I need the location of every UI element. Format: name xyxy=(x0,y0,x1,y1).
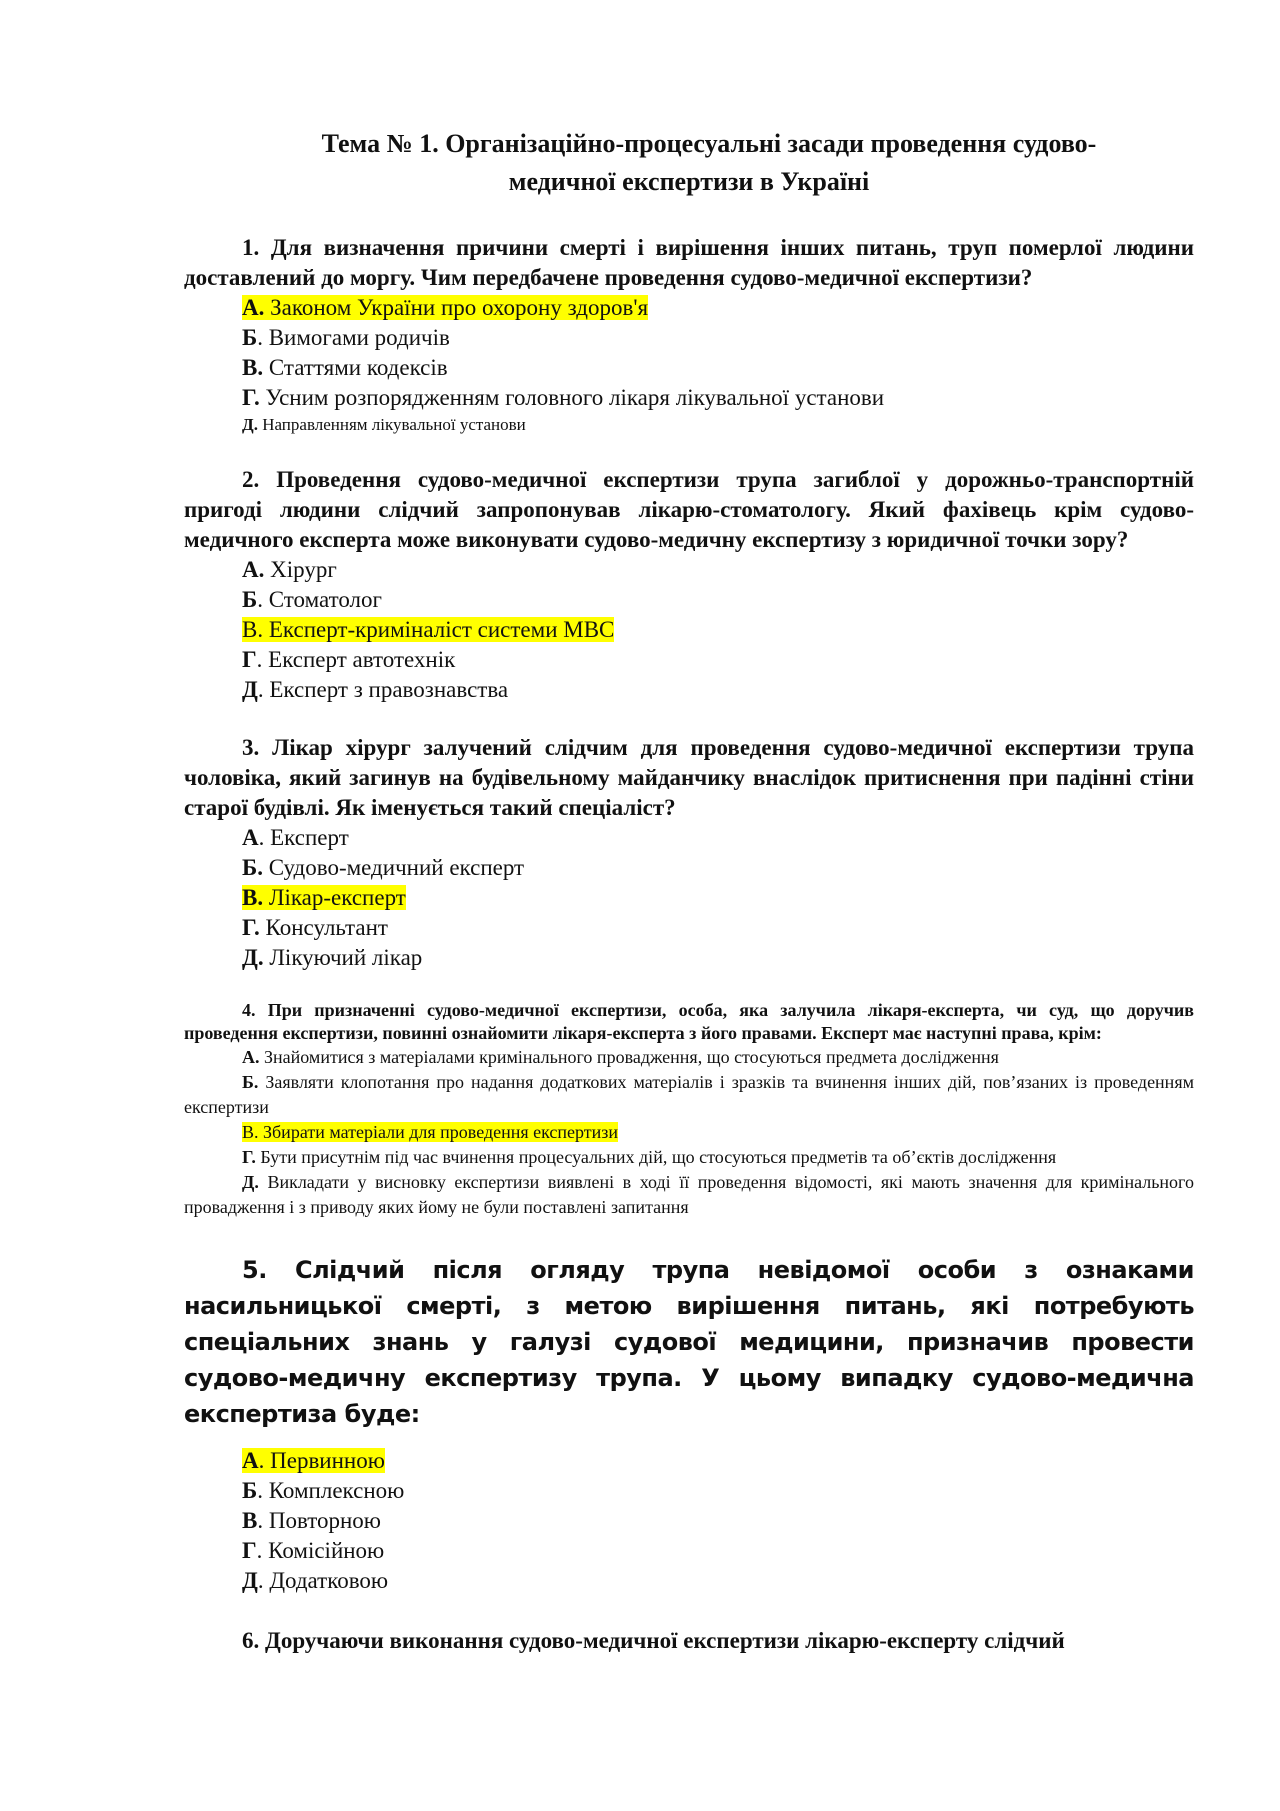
question-text: 5. Слідчий після огляду трупа невідомої особи з ознаками насильницької смерті, з метою вирішення питань, які потребують спеціальних знань у галузі судової медицини, призначив провести судово-медичну експертизу трупа. У цьому випадку судово-медична експертиза буде: xyxy=(184,1256,1194,1428)
question-text: 6. Доручаючи виконання судово-медичної експертизи лікарю-експерту слідчий xyxy=(242,1628,1065,1653)
option-e: Д. Експерт з правознавства xyxy=(242,677,509,702)
question-text: 1. Для визначення причини смерті і вирішення інших питань, труп померлої людини доставлений до моргу. Чим передбачене проведення судово-медичної експертизи? xyxy=(184,235,1194,290)
option-d: Г. Бути присутнім під час вчинення процесуальних дій, що стосуються предметів та об’єктів дослідження xyxy=(242,1147,1057,1167)
page-title xyxy=(184,125,1194,201)
question-4 xyxy=(184,999,1194,1220)
option-b: Б. Заявляти клопотання про надання додаткових матеріалів і зразків та вчинення інших дій, пов’язаних із проведенням експертизи xyxy=(184,1072,1194,1117)
title-line-1: Тема № 1. Організаційно-процесуальні засади проведення судово- xyxy=(321,129,1097,158)
option-c: В. Повторною xyxy=(242,1508,381,1533)
question-5 xyxy=(184,1252,1194,1596)
option-b: Б. Комплексною xyxy=(242,1478,405,1503)
option-a: А. Знайомитися з матеріалами кримінального провадження, що стосуються предмета дослідження xyxy=(242,1047,999,1067)
option-a: А. Експерт xyxy=(242,825,349,850)
answer-highlight: В. Лікар-експерт xyxy=(242,885,406,910)
question-text: 4. При призначенні судово-медичної експертизи, особа, яка залучила лікаря-експерта, чи суд, що доручив проведення експертизи, повинні ознайомити лікаря-експерта з його правами. Експерт має наступні права, крім: xyxy=(184,1000,1194,1043)
option-a: А. Хірург xyxy=(242,557,337,582)
option-b: Б. Стоматолог xyxy=(242,587,382,612)
answer-highlight: А. Законом України про охорону здоров'я xyxy=(242,295,649,320)
option-d: Г. Комісійною xyxy=(242,1538,385,1563)
option-d: Г. Експерт автотехнік xyxy=(242,647,456,672)
answer-highlight: В. Експерт-криміналіст системи МВС xyxy=(242,617,615,642)
question-6 xyxy=(184,1626,1194,1656)
document-page xyxy=(184,0,1194,1656)
answer-highlight: В. Збирати матеріали для проведення експертизи xyxy=(242,1122,619,1142)
option-c xyxy=(184,883,1194,913)
option-e: Д. Додатковою xyxy=(242,1568,389,1593)
option-e: Д. Лікуючий лікар xyxy=(242,945,423,970)
question-2 xyxy=(184,465,1194,705)
question-1 xyxy=(184,233,1194,437)
question-text: 3. Лікар хірург залучений слідчим для проведення судово-медичної експертизи трупа чоловіка, який загинув на будівельному майданчику внаслідок притиснення при падінні стіни старої будівлі. Як іменується такий спеціаліст? xyxy=(184,735,1194,820)
option-e: Д. Викладати у висновку експертизи виявлені в ході її проведення відомості, які мають значення для кримінального провадження і з приводу яких йому не були поставлені запитання xyxy=(184,1172,1194,1217)
option-a xyxy=(184,1446,1194,1476)
answer-highlight: А. Первинною xyxy=(242,1448,385,1473)
option-c xyxy=(184,1120,1194,1145)
option-c xyxy=(184,615,1194,645)
option-c: В. Статтями кодексів xyxy=(242,355,448,380)
question-text: 2. Проведення судово-медичної експертизи трупа загиблої у дорожньо-транспортній пригоді людини слідчий запропонував лікарю-стоматологу. Який фахівець крім судово-медичного експерта може виконувати судово-медичну експертизу з юридичної точки зору? xyxy=(184,467,1194,552)
title-line-2: медичної експертизи в Україні xyxy=(508,167,870,196)
question-3 xyxy=(184,733,1194,973)
option-e: Д. Направленням лікувальної установи xyxy=(242,415,526,434)
option-a xyxy=(184,293,1194,323)
option-b: Б. Вимогами родичів xyxy=(242,325,450,350)
option-b: Б. Судово-медичний експерт xyxy=(242,855,525,880)
option-d: Г. Усним розпорядженням головного лікаря лікувальної установи xyxy=(242,385,885,410)
option-d: Г. Консультант xyxy=(242,915,388,940)
